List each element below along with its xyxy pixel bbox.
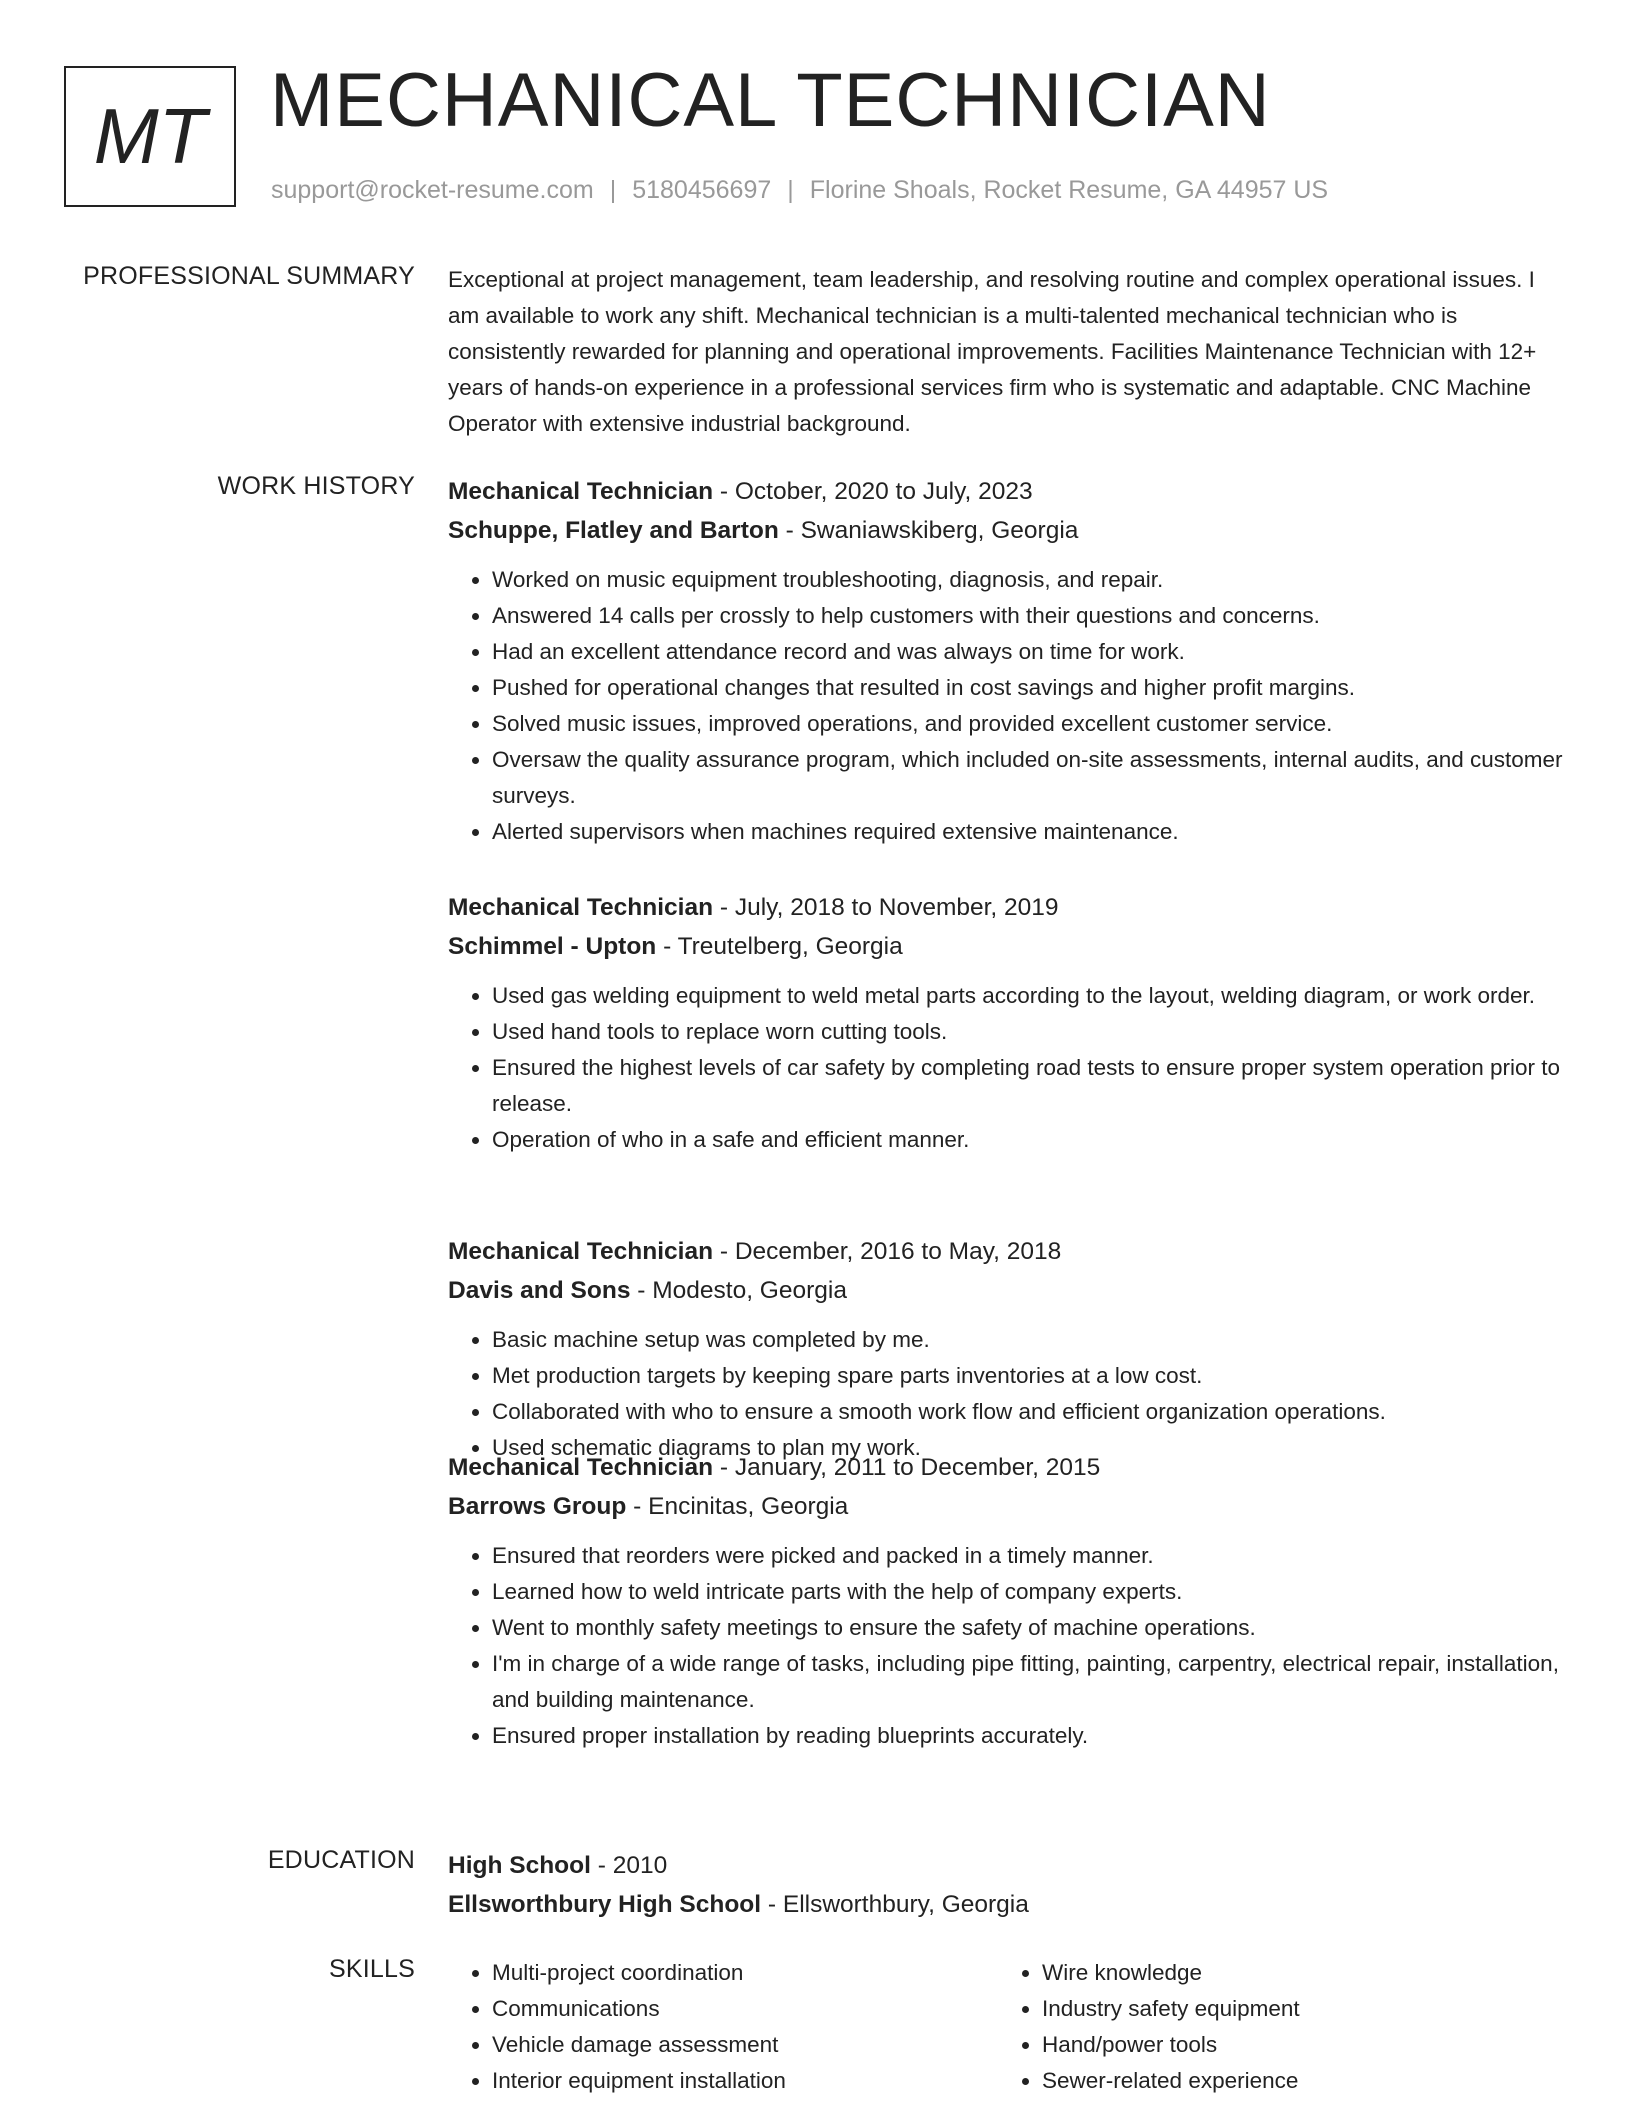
- job-company: Schuppe, Flatley and Barton: [448, 517, 779, 544]
- skill-item: • Industry safety equipment: [1042, 1991, 1548, 2027]
- list-item: • Oversaw the quality assurance program, which included on-site assessments, internal audits, and customer surveys.: [492, 742, 1566, 814]
- list-item: • Learned how to weld intricate parts with the help of company experts.: [492, 1574, 1566, 1610]
- work-history-list: [448, 472, 1566, 1780]
- job-bullets: [448, 562, 1566, 850]
- job-entry: [448, 472, 1566, 862]
- skill-item: • Vehicle damage assessment: [492, 2027, 998, 2063]
- skills-column-left: [448, 1955, 998, 2099]
- job-title-line: [448, 472, 1566, 511]
- list-item: • Met production targets by keeping spare parts inventories at a low cost.: [492, 1358, 1566, 1394]
- resume-title: MECHANICAL TECHNICIAN: [270, 58, 1271, 143]
- job-company-line: [448, 1271, 1566, 1310]
- job-title: Mechanical Technician: [448, 478, 714, 505]
- list-item: • I'm in charge of a wide range of tasks, including pipe fitting, painting, carpentry, electrical repair, installation, and building maintenance.: [492, 1646, 1566, 1718]
- list-item: • Solved music issues, improved operations, and provided excellent customer service.: [492, 706, 1566, 742]
- list-item: • Pushed for operational changes that resulted in cost savings and higher profit margins.: [492, 670, 1566, 706]
- job-company-line: [448, 1487, 1566, 1526]
- contact-address: Florine Shoals, Rocket Resume, GA 44957 US: [809, 176, 1329, 204]
- job-bullets: [448, 1538, 1566, 1754]
- job-company-line: [448, 927, 1566, 966]
- job-company-line: [448, 511, 1566, 550]
- section-label-work-history: WORK HISTORY: [217, 472, 415, 500]
- list-item: • Ensured the highest levels of car safety by completing road tests to ensure proper system operation prior to release.: [492, 1050, 1566, 1122]
- summary-text: Exceptional at project management, team leadership, and resolving routine and complex operational issues. I am available to work any shift. Mechanical technician is a multi-talented mechanical technician who is consistently rewarded for planning and operational improvements. Facilities Maintenance Technician with 12+ years of hands-on experience in a professional services firm who is systematic and adaptable. CNC Machine Operator with extensive industrial background.: [448, 267, 1537, 436]
- job-location: - Treutelberg, Georgia: [656, 933, 903, 960]
- list-item: • Used gas welding equipment to weld metal parts according to the layout, welding diagram, or work order.: [492, 978, 1566, 1014]
- skill-item: • Multi-project coordination: [492, 1955, 998, 1991]
- list-item: • Answered 14 calls per crossly to help customers with their questions and concerns.: [492, 598, 1566, 634]
- list-item: • Worked on music equipment troubleshooting, diagnosis, and repair.: [492, 562, 1566, 598]
- skills-list: [448, 1955, 1566, 2099]
- job-title-line: [448, 1232, 1566, 1271]
- list-item: • Collaborated with who to ensure a smooth work flow and efficient organization operations.: [492, 1394, 1566, 1430]
- job-title-line: [448, 888, 1566, 927]
- job-title: Mechanical Technician: [448, 1238, 714, 1265]
- contact-phone: 5180456697: [632, 176, 772, 204]
- job-company: Davis and Sons: [448, 1277, 631, 1304]
- list-item: • Used hand tools to replace worn cutting tools.: [492, 1014, 1566, 1050]
- education-entry: [448, 1846, 1566, 1924]
- job-location: - Encinitas, Georgia: [626, 1493, 849, 1520]
- job-company: Barrows Group: [448, 1493, 627, 1520]
- job-title-line: [448, 1448, 1566, 1487]
- list-item: • Operation of who in a safe and efficient manner.: [492, 1122, 1566, 1158]
- job-dates: - July, 2018 to November, 2019: [713, 894, 1059, 921]
- list-item: • Went to monthly safety meetings to ensure the safety of machine operations.: [492, 1610, 1566, 1646]
- education-school-line: [448, 1885, 1566, 1924]
- job-title: Mechanical Technician: [448, 894, 714, 921]
- job-entry: [448, 888, 1566, 1206]
- job-location: - Swaniawskiberg, Georgia: [778, 517, 1079, 544]
- education-degree-line: [448, 1846, 1566, 1885]
- job-entry: [448, 1232, 1566, 1460]
- job-dates: - January, 2011 to December, 2015: [713, 1454, 1101, 1481]
- list-item: • Ensured proper installation by reading blueprints accurately.: [492, 1718, 1566, 1754]
- skill-item: • Hand/power tools: [1042, 2027, 1548, 2063]
- list-item: • Alerted supervisors when machines required extensive maintenance.: [492, 814, 1566, 850]
- job-dates: - October, 2020 to July, 2023: [713, 478, 1033, 505]
- list-item: • Had an excellent attendance record and was always on time for work.: [492, 634, 1566, 670]
- contact-separator: |: [787, 176, 794, 204]
- resume-header: [0, 0, 1632, 230]
- skills-column-right: [998, 1955, 1548, 2099]
- skill-item: • Interior equipment installation: [492, 2063, 998, 2099]
- monogram-badge: MT: [64, 66, 236, 207]
- job-company: Schimmel - Upton: [448, 933, 657, 960]
- education-degree: High School: [448, 1852, 591, 1879]
- education-year: - 2010: [590, 1852, 668, 1879]
- section-label-summary: PROFESSIONAL SUMMARY: [83, 262, 415, 290]
- section-label-education: EDUCATION: [267, 1846, 415, 1874]
- education-school: Ellsworthbury High School: [448, 1891, 762, 1918]
- list-item: • Used schematic diagrams to plan my work.: [492, 1430, 1566, 1466]
- job-bullets: [448, 1322, 1566, 1466]
- skill-item: • Wire knowledge: [1042, 1955, 1548, 1991]
- job-bullets: [448, 978, 1566, 1158]
- contact-line: [271, 176, 1328, 205]
- job-dates: - December, 2016 to May, 2018: [713, 1238, 1062, 1265]
- list-item: • Basic machine setup was completed by me.: [492, 1322, 1566, 1358]
- job-entry: [448, 1448, 1566, 1754]
- skill-item: • Sewer-related experience: [1042, 2063, 1548, 2099]
- section-label-skills: SKILLS: [329, 1955, 415, 1983]
- list-item: • Ensured that reorders were picked and packed in a timely manner.: [492, 1538, 1566, 1574]
- contact-separator: |: [609, 176, 617, 204]
- job-title: Mechanical Technician: [448, 1454, 714, 1481]
- skill-item: • Communications: [492, 1991, 998, 2027]
- contact-email: support@rocket-resume.com: [271, 176, 594, 204]
- education-location: - Ellsworthbury, Georgia: [761, 1891, 1029, 1918]
- job-location: - Modesto, Georgia: [630, 1277, 847, 1304]
